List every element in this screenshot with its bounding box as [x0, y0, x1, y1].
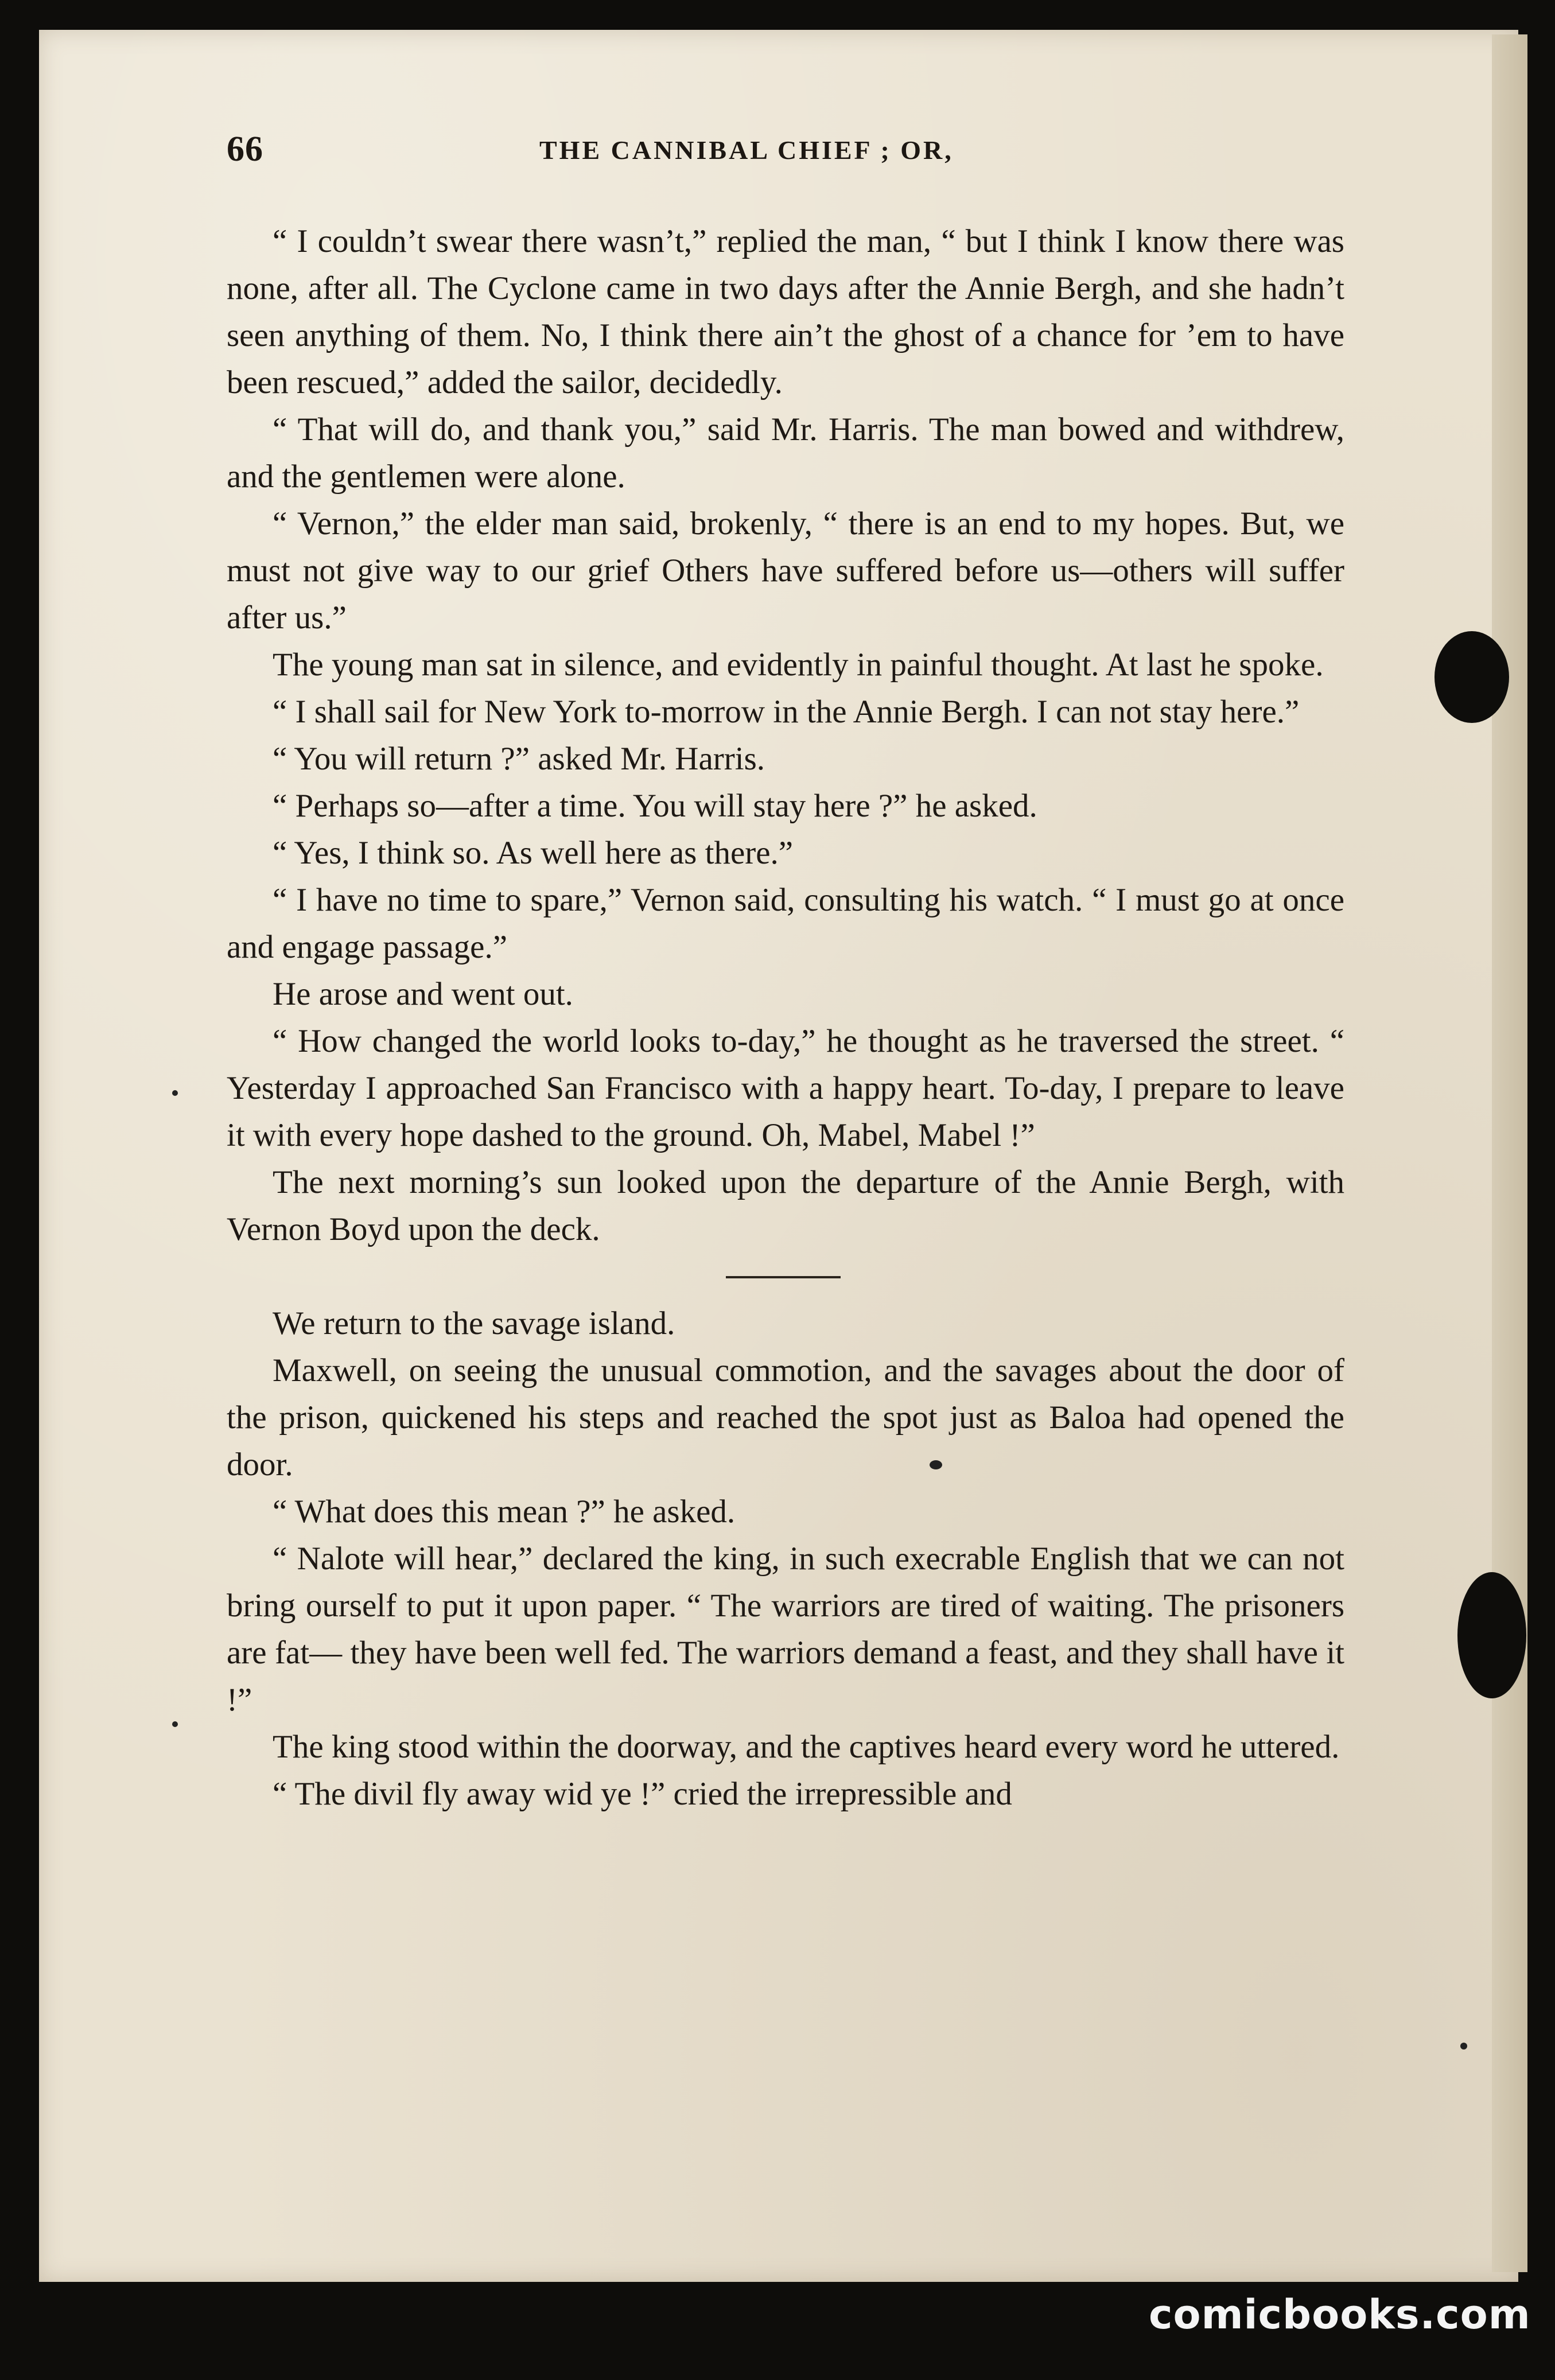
paragraph: “ Vernon,” the elder man said, brokenly, “ there is an end to my hopes. But, we must not give way to our grief Others have suffered before us—others will suffer after us.”: [227, 505, 1344, 636]
running-head: THE CANNIBAL CHIEF ; OR,: [539, 135, 954, 165]
paragraph: “ I shall sail for New York to-morrow in the Annie Bergh. I can not stay here.”: [273, 694, 1300, 730]
paragraph: He arose and went out.: [273, 976, 573, 1012]
section-rule: [726, 1276, 841, 1278]
paragraph: “ The divil fly away wid ye !” cried the irrepressible and: [273, 1776, 1012, 1812]
page-edge: [1492, 34, 1527, 2272]
paragraph: “ Yes, I think so. As well here as there.”: [273, 835, 794, 871]
paragraph: “ What does this mean ?” he asked.: [273, 1494, 736, 1530]
paragraph: “ Perhaps so—after a time. You will stay here ?” he asked.: [273, 788, 1037, 824]
page-tear-lower: [1457, 1572, 1526, 1698]
paragraph: “ You will return ?” asked Mr. Harris.: [273, 741, 765, 777]
page-tear-upper: [1435, 631, 1509, 723]
section-break: [227, 1253, 1344, 1300]
paragraph: The king stood within the doorway, and the captives heard every word he uttered.: [273, 1729, 1340, 1765]
paragraph: Maxwell, on seeing the unusual commotion, and the savages about the door of the prison, quickened his steps and reached the spot just as Baloa had opened the door.: [227, 1352, 1344, 1483]
paragraph: “ How changed the world looks to-day,” he thought as he traversed the street. “ Yesterday I approached San Francisco with a happy heart. To-day, I prepare to leave it with every hope dashed to the ground. Oh, Mabel, Mabel !”: [227, 1023, 1344, 1153]
body-text: [227, 218, 1344, 1818]
watermark-text: comicbooks.com: [1149, 2291, 1531, 2338]
ink-speck: [172, 1090, 178, 1096]
ink-speck: [1460, 2043, 1467, 2050]
paragraph: “ Nalote will hear,” declared the king, in such execrable English that we can not bring ourself to put it upon paper. “ The warriors are tired of waiting. The prisoners are fat— they have been well fed. The warriors demand a feast, and they shall have it !”: [227, 1541, 1344, 1718]
page-number: 66: [227, 130, 263, 169]
paragraph: The young man sat in silence, and evidently in painful thought. At last he spoke.: [273, 647, 1324, 683]
paragraph: The next morning’s sun looked upon the departure of the Annie Bergh, with Vernon Boyd upon the deck.: [227, 1164, 1344, 1247]
ink-speck: [172, 1721, 178, 1727]
page-header: [227, 129, 1374, 175]
paragraph: “ I couldn’t swear there wasn’t,” replied the man, “ but I think I know there was none, after all. The Cyclone came in two days after the Annie Bergh, and she hadn’t seen anything of them. No, I think there ain’t the ghost of a chance for ’em to have been rescued,” added the sailor, decidedly.: [227, 223, 1344, 400]
paragraph: “ That will do, and thank you,” said Mr. Harris. The man bowed and withdrew, and the gentlemen were alone.: [227, 411, 1344, 495]
paragraph: “ I have no time to spare,” Vernon said, consulting his watch. “ I must go at once and engage passage.”: [227, 882, 1344, 965]
ink-speck: [930, 1460, 942, 1469]
paragraph: We return to the savage island.: [273, 1305, 675, 1341]
